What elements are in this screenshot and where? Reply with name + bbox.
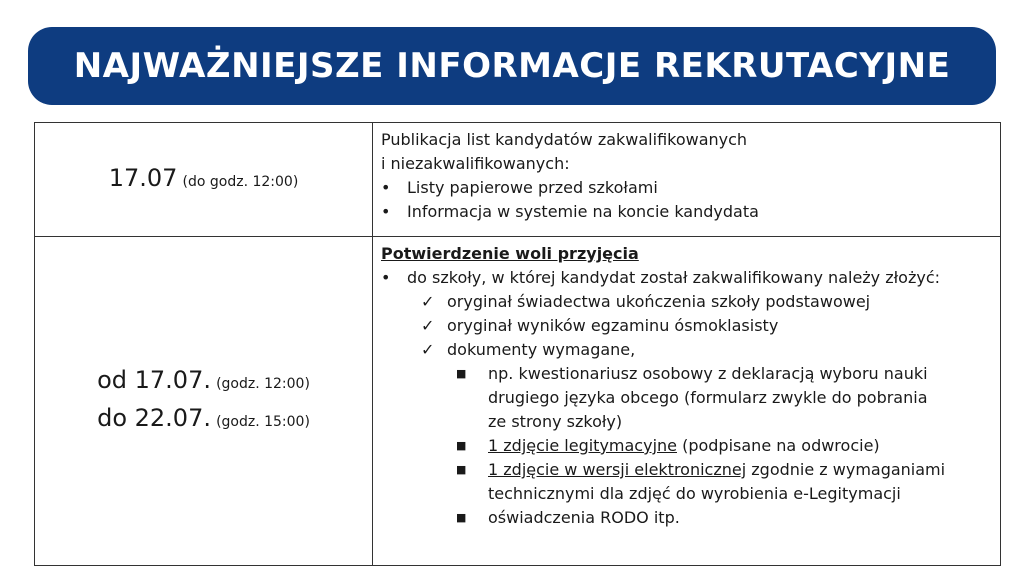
list-item: ■ oświadczenia RODO itp. [381, 506, 994, 530]
check-icon: ✓ [421, 316, 435, 335]
section-heading: Potwierdzenie woli przyjęcia [381, 244, 639, 263]
list-item: ✓ oryginał świadectwa ukończenia szkoły podstawowej [381, 290, 994, 314]
square-bullet-icon: ■ [456, 439, 467, 452]
bullet-icon: • [381, 268, 391, 287]
date-to: do 22.07. [97, 404, 211, 432]
list-item-continuation: ze strony szkoły) [488, 412, 623, 431]
list-item: ■ 1 zdjęcie w wersji elektronicznej zgodnie z wymaganiami [381, 458, 994, 482]
bullet-icon: • [381, 178, 391, 197]
table-row [35, 123, 1001, 237]
list-item-continuation: drugiego języka obcego (formularz zwykle do pobrania [488, 388, 928, 407]
title-banner [28, 27, 996, 105]
list-item: • do szkoły, w której kandydat został zakwalifikowany należy złożyć: [381, 266, 994, 290]
check-icon: ✓ [421, 292, 435, 311]
square-bullet-icon: ■ [456, 511, 467, 524]
underlined-text: 1 zdjęcie legitymacyjne [488, 436, 677, 455]
date-from: od 17.07. [97, 366, 211, 394]
bullet-icon: • [381, 202, 391, 221]
date-from-note: (godz. 12:00) [216, 376, 310, 392]
date-to-note: (godz. 15:00) [216, 414, 310, 430]
date-cell-confirmation [35, 237, 373, 566]
list-item: • Informacja w systemie na koncie kandydata [381, 200, 994, 224]
list-item: ■ np. kwestionariusz osobowy z deklaracją wyboru nauki [381, 362, 994, 386]
list-item: • Listy papierowe przed szkołami [381, 176, 994, 200]
list-item: ■ 1 zdjęcie legitymacyjne (podpisane na odwrocie) [381, 434, 994, 458]
square-bullet-icon: ■ [456, 367, 467, 380]
description-cell-confirmation [373, 237, 1001, 566]
list-item-continuation: technicznymi dla zdjęć do wyrobienia e-Legitymacji [488, 484, 901, 503]
list-item: ✓ oryginał wyników egzaminu ósmoklasisty [381, 314, 994, 338]
description-cell-publication [373, 123, 1001, 237]
underlined-text: 1 zdjęcie w wersji elektronicznej [488, 460, 747, 479]
date-main: 17.07 [108, 163, 178, 192]
square-bullet-icon: ■ [456, 463, 467, 476]
date-note: (do godz. 12:00) [182, 173, 299, 190]
check-icon: ✓ [421, 340, 435, 359]
date-cell-publication [35, 123, 373, 237]
table-row [35, 237, 1001, 566]
page-title: NAJWAŻNIEJSZE INFORMACJE REKRUTACYJNE [73, 46, 951, 86]
list-item: ✓ dokumenty wymagane, [381, 338, 994, 362]
intro-line: Publikacja list kandydatów zakwalifikowanych [381, 130, 748, 149]
info-table [34, 122, 1001, 566]
intro-line: i niezakwalifikowanych: [381, 154, 570, 173]
